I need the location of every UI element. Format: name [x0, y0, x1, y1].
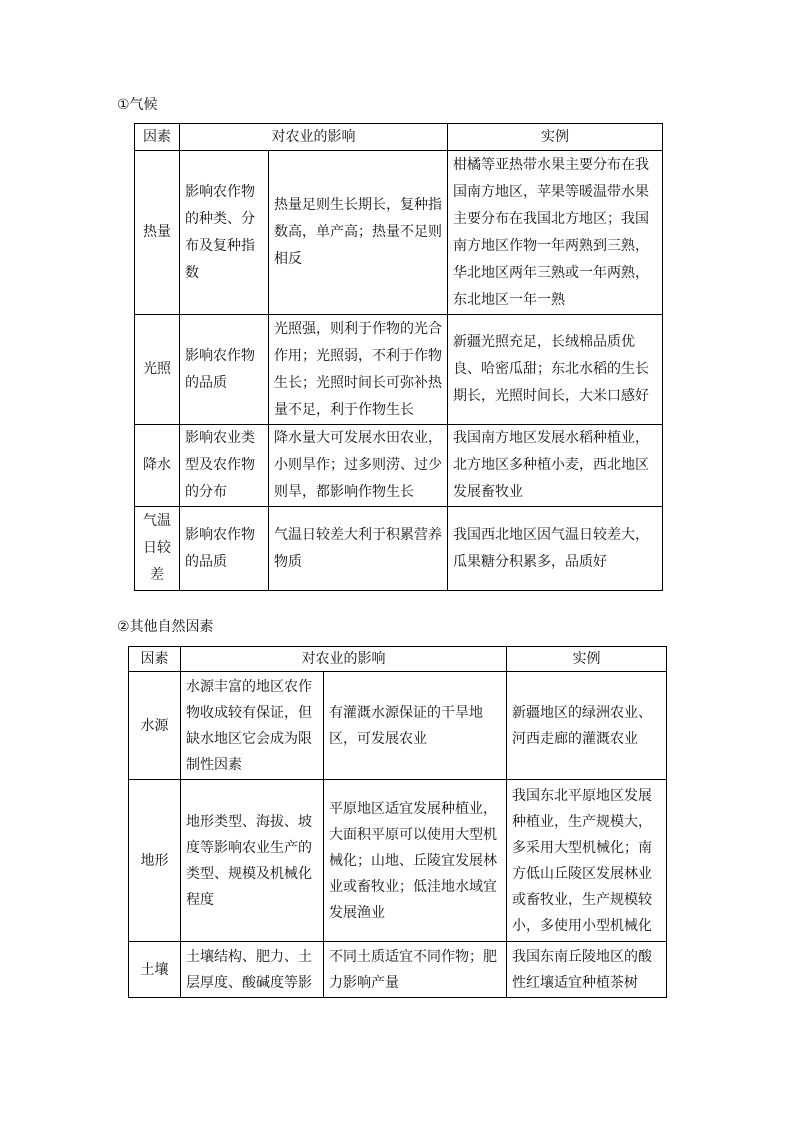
- header-factor: 因素: [135, 124, 180, 151]
- detail-cell: 气温日较差大利于积累营养物质: [269, 507, 448, 591]
- example-cell: 新疆光照充足，长绒棉品质优良、哈密瓜甜；东北水稻的生长期长，光照时间长，大米口感好: [448, 315, 663, 425]
- table-header-row: [129, 647, 667, 672]
- factor-cell: 降水: [135, 425, 180, 507]
- table-header-row: [135, 124, 663, 151]
- example-cell: 柑橘等亚热带水果主要分布在我国南方地区，苹果等暖温带水果主要分布在我国北方地区；我国南方地区作物一年两熟到三熟，华北地区两年三熟或一年两熟，东北地区一年一熟: [448, 151, 663, 315]
- table-row: [129, 942, 667, 998]
- header-example: 实例: [448, 124, 663, 151]
- aspect-cell: 影响农作物的种类、分布及复种指数: [180, 151, 269, 315]
- aspect-cell: 地形类型、海拔、坡度等影响农业生产的类型、规模及机械化程度: [181, 780, 324, 942]
- table-row: [129, 672, 667, 780]
- aspect-cell: 土壤结构、肥力、土层厚度、酸碱度等影: [181, 942, 324, 998]
- detail-cell: 有灌溉水源保证的干旱地区，可发展农业: [324, 672, 507, 780]
- aspect-cell: 影响农作物的品质: [180, 507, 269, 591]
- example-cell: 我国南方地区发展水稻种植业，北方地区多种植小麦，西北地区发展畜牧业: [448, 425, 663, 507]
- table-row: [129, 780, 667, 942]
- header-factor: 因素: [129, 647, 181, 672]
- aspect-cell: 影响农业类型及农作物的分布: [180, 425, 269, 507]
- factor-cell: 水源: [129, 672, 181, 780]
- example-cell: 我国东南丘陵地区的酸性红壤适宜种植茶树: [507, 942, 667, 998]
- table-row: [135, 151, 663, 315]
- example-cell: 我国西北地区因气温日较差大，瓜果糖分积累多，品质好: [448, 507, 663, 591]
- factor-cell: 土壤: [129, 942, 181, 998]
- example-cell: 我国东北平原地区发展种植业，生产规模大，多采用大型机械化；南方低山丘陵区发展林业或畜牧业，生产规模较小，多使用小型机械化: [507, 780, 667, 942]
- header-impact: 对农业的影响: [181, 647, 507, 672]
- section-heading-climate: ①气候: [117, 97, 158, 113]
- detail-cell: 热量足则生长期长，复种指数高，单产高；热量不足则相反: [269, 151, 448, 315]
- detail-cell: 降水量大可发展水田农业，小则旱作；过多则涝、过少则旱，都影响作物生长: [269, 425, 448, 507]
- factor-cell: 热量: [135, 151, 180, 315]
- header-example: 实例: [507, 647, 667, 672]
- factor-cell: 气温日较差: [135, 507, 180, 591]
- example-cell: 新疆地区的绿洲农业、河西走廊的灌溉农业: [507, 672, 667, 780]
- table-row: [135, 507, 663, 591]
- detail-cell: 平原地区适宜发展种植业，大面积平原可以使用大型机械化；山地、丘陵宜发展林业或畜牧业；低洼地水域宜发展渔业: [324, 780, 507, 942]
- header-impact: 对农业的影响: [180, 124, 448, 151]
- detail-cell: 不同土质适宜不同作物；肥力影响产量: [324, 942, 507, 998]
- detail-cell: 光照强，则利于作物的光合作用；光照弱，不利于作物生长；光照时间长可弥补热量不足，利于作物生长: [269, 315, 448, 425]
- section-heading-other-factors: ②其他自然因素: [117, 619, 214, 635]
- factor-cell: 地形: [129, 780, 181, 942]
- table-row: [135, 425, 663, 507]
- climate-table: [134, 123, 663, 591]
- table-row: [135, 315, 663, 425]
- aspect-cell: 水源丰富的地区农作物收成较有保证，但缺水地区它会成为限制性因素: [181, 672, 324, 780]
- other-factors-table: [128, 646, 667, 998]
- aspect-cell: 影响农作物的品质: [180, 315, 269, 425]
- factor-cell: 光照: [135, 315, 180, 425]
